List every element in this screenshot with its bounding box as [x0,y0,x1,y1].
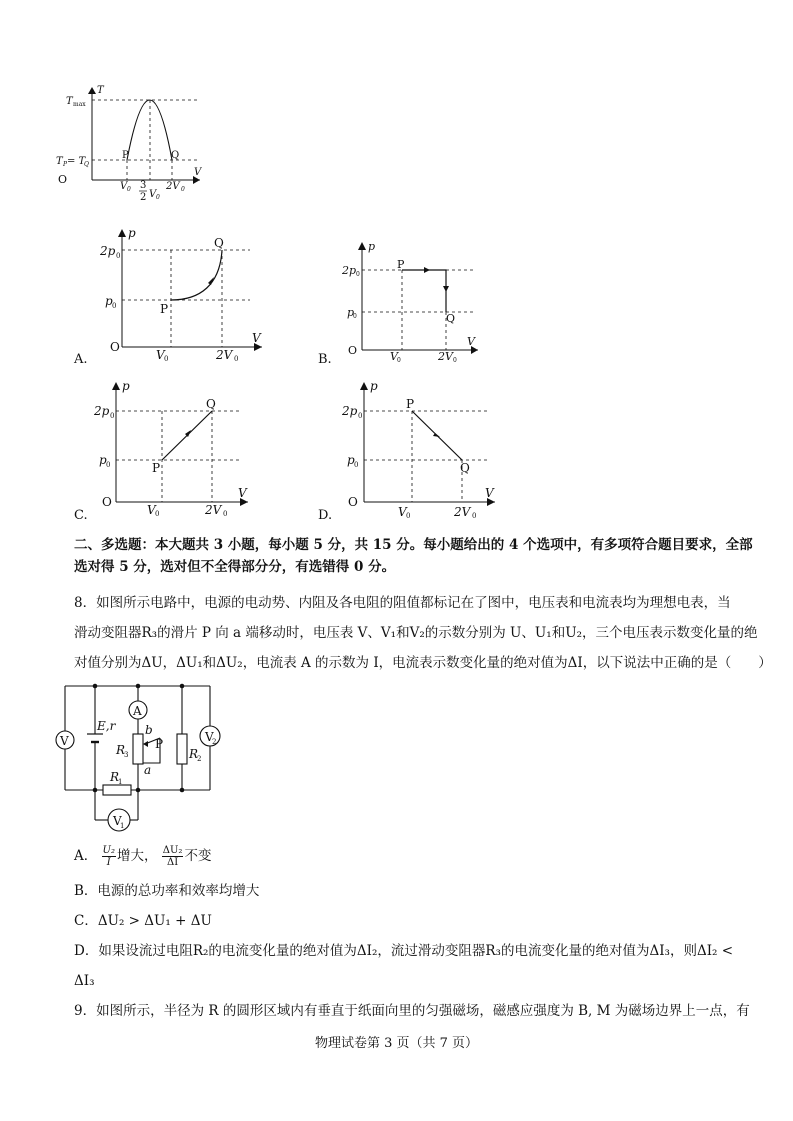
svg-text:P: P [406,397,415,411]
option-c-graph [90,378,260,518]
svg-text:P: P [397,258,405,271]
svg-text:2p: 2p [342,404,358,418]
svg-text:O: O [102,495,112,509]
q8-stem-line2: 滑动变阻器R₃的滑片 P 向 a 端移动时，电压表 V、V₁和V₂的示数分别为 U、U₁和U₂，三个电压表示数变化量的绝 [74,625,758,641]
q8-option-a: A． $\frac{\text{U₂}}{I}$ 增大， $\frac{\text{ΔU₂}}{\Delta I}$ 不变 [74,845,212,868]
svg-text:3: 3 [124,751,129,759]
svg-text:p: p [347,306,355,319]
q8-option-a-frac2: $\frac{\text{ΔU₂}}{\Delta I}$ [162,845,183,868]
q8-stem-line3: 对值分别为ΔU，ΔU₁和ΔU₂，电流表 A 的示数为 I，电流表示数变化量的绝对值为ΔI，以下说法中正确的是（ ） [74,655,772,671]
svg-text:Q: Q [206,397,216,411]
svg-text:R: R [189,747,199,761]
svg-text:p: p [122,379,130,393]
svg-text:1: 1 [118,778,123,786]
q8-stem-line1: 8．如图所示电路中，电源的电动势、内阻及各电阻的阻值都标记在了图中，电压表和电流表均为理想电表，当 [74,595,731,611]
svg-text:0: 0 [181,186,185,193]
svg-text:max: max [73,101,86,108]
svg-text:0: 0 [223,510,228,518]
option-b-label: B. [318,352,332,367]
svg-text:p: p [128,226,136,240]
svg-text:A: A [133,704,142,718]
q8-option-c: C．ΔU₂ > ΔU₁ + ΔU [74,913,212,929]
svg-text:Q: Q [460,461,470,475]
svg-text:P: P [63,161,68,168]
svg-text:0: 0 [164,355,169,363]
svg-text:= T: = T [67,156,86,167]
option-a-label: A. [74,352,88,367]
svg-text:2V: 2V [454,505,471,519]
svg-text:0: 0 [116,252,121,260]
svg-text:2p: 2p [94,404,110,418]
svg-text:V: V [147,503,156,517]
svg-text:V: V [238,486,247,500]
svg-text:0: 0 [406,512,411,520]
svg-text:O: O [348,495,358,509]
q8-option-a-frac1: $\frac{\text{U₂}}{I}$ [102,845,115,868]
svg-text:0: 0 [397,357,401,364]
svg-text:0: 0 [353,313,357,320]
svg-text:p: p [105,294,113,308]
option-a-curve [171,250,222,300]
svg-text:Q: Q [446,312,456,325]
svg-text:p: p [99,453,107,467]
svg-text:Q: Q [84,161,89,168]
svg-text:0: 0 [354,461,359,469]
svg-text:0: 0 [358,412,363,420]
option-b-graph [340,238,490,363]
svg-text:V: V [485,486,494,500]
svg-text:V: V [156,348,165,362]
svg-text:R: R [116,743,126,757]
section-heading-line2: 选对得 5 分，选对但不全得部分分，有选错得 0 分。 [74,559,396,575]
r1-resistor [103,785,131,795]
option-d-label: D. [318,508,333,523]
svg-text:0: 0 [453,357,457,364]
option-d-graph [340,378,505,518]
svg-text:b: b [145,723,153,737]
section-heading-line1: 二、多选题：本大题共 3 小题，每小题 5 分，共 15 分。每小题给出的 4 个选项中，有多项符合题目要求，全部 [74,537,753,553]
svg-text:0: 0 [127,186,131,193]
svg-text:0: 0 [234,355,239,363]
svg-text:2p: 2p [100,244,116,258]
svg-text:P: P [122,150,129,161]
svg-text:O: O [110,340,120,354]
svg-text:a: a [144,763,152,777]
svg-text:V: V [398,505,407,519]
svg-text:0: 0 [156,194,160,201]
r2-resistor [177,734,187,764]
option-c-label: C. [74,508,88,523]
q9-stem-line1: 9．如图所示，半径为 R 的圆形区域内有垂直于纸面向里的匀强磁场，磁感应强度为 B, M 为磁场边界上一点，有 [74,1003,750,1019]
svg-text:O: O [58,173,68,186]
svg-text:2V: 2V [216,348,233,362]
svg-text:Q: Q [171,150,180,161]
tv-graph [50,85,210,203]
svg-text:R: R [110,770,120,784]
svg-text:P: P [152,461,161,475]
svg-text:2: 2 [197,755,202,763]
svg-text:V: V [60,734,69,748]
svg-text:2: 2 [212,738,217,746]
tv-curve [127,100,172,160]
svg-text:p: p [370,379,378,393]
svg-text:V: V [467,335,475,348]
svg-text:P: P [155,737,164,751]
svg-text:V: V [149,189,157,200]
svg-text:0: 0 [106,461,111,469]
option-b-path [402,270,446,312]
svg-text:V: V [194,167,202,178]
svg-text:p: p [347,453,355,467]
svg-text:V: V [113,814,122,828]
svg-text:T: T [56,156,63,167]
q8-option-d-line1: D．如果设流过电阻R₂的电流变化量的绝对值为ΔI₂，流过滑动变阻器R₃的电流变化量的绝对值为ΔI₃，则ΔI₂ < [74,943,734,959]
svg-text:P: P [160,302,169,316]
svg-text:Q: Q [214,236,224,250]
option-a-graph [90,225,270,365]
svg-text:p: p [368,240,376,253]
svg-text:2V: 2V [166,181,180,192]
svg-text:2p: 2p [342,264,357,277]
svg-text:0: 0 [110,412,115,420]
svg-text:V: V [390,350,398,363]
svg-text:T: T [66,96,73,107]
svg-text:O: O [348,344,358,357]
q8-option-b: B．电源的总功率和效率均增大 [74,883,260,899]
svg-text:V: V [205,730,214,744]
t-axis-label: T [97,85,104,96]
q8-circuit [50,678,235,838]
svg-text:0: 0 [472,512,477,520]
q8-option-d-line2: ΔI₃ [74,973,95,989]
r3-resistor [133,734,143,764]
svg-text:V: V [120,181,128,192]
svg-text:0: 0 [155,510,160,518]
page-footer: 物理试卷第 3 页（共 7 页） [314,1036,479,1051]
svg-text:1: 1 [120,822,125,830]
svg-text:2V: 2V [438,350,453,363]
svg-text:E,r: E,r [97,719,116,733]
svg-text:3: 3 [140,180,147,191]
svg-text:0: 0 [112,302,117,310]
svg-text:2: 2 [140,192,147,203]
svg-text:V: V [252,331,261,345]
svg-text:0: 0 [356,271,360,278]
svg-text:2V: 2V [205,503,222,517]
